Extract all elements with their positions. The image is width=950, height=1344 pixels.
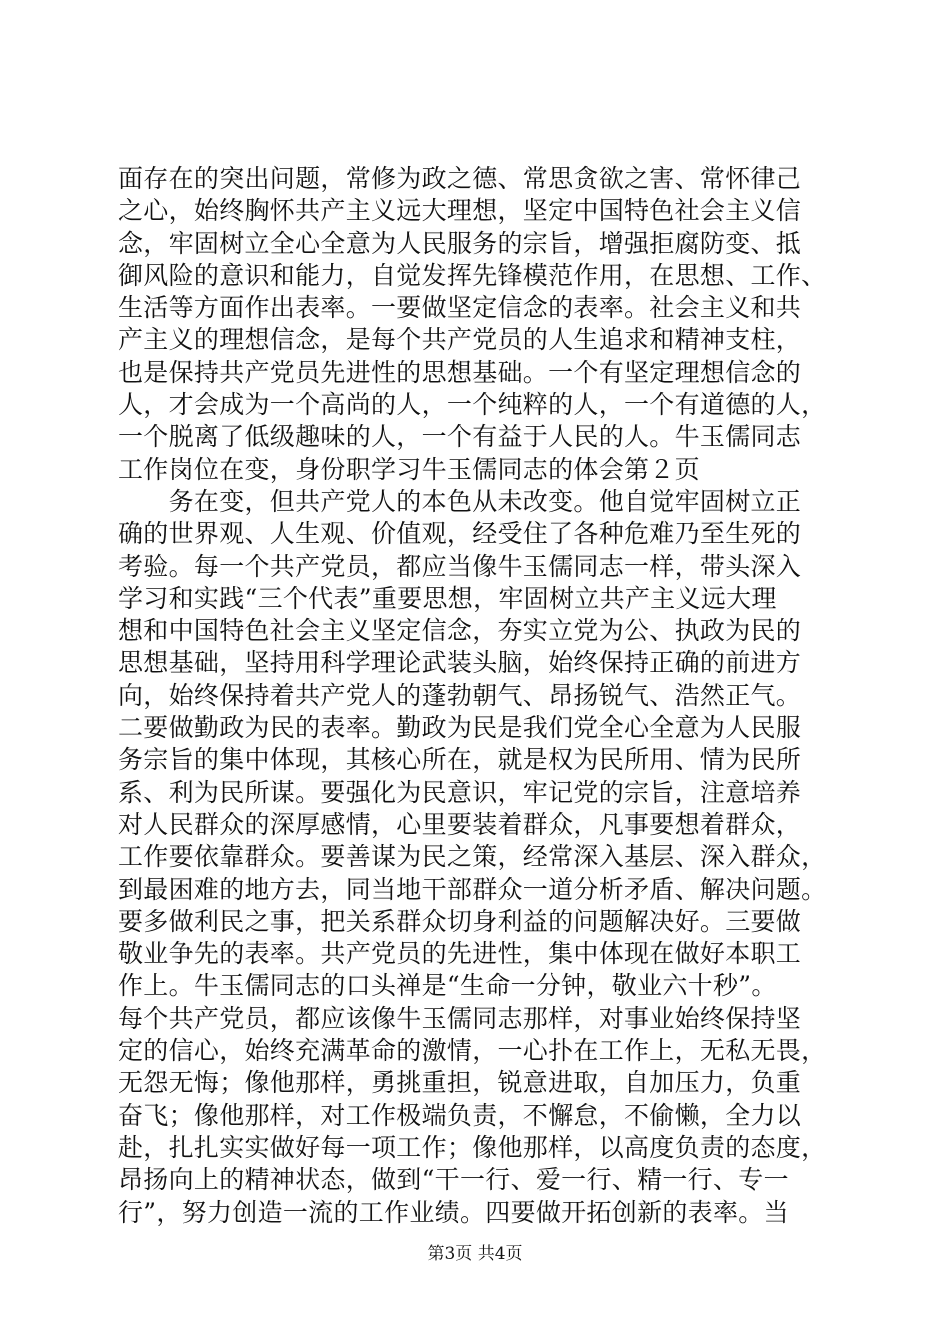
text-line: 御风险的意识和能力，自觉发挥先锋模范作用，在思想、工作、 [118,260,827,290]
text-line: 产主义的理想信念，是每个共产党员的人生追求和精神支柱， [118,325,802,355]
text-line: 要多做利民之事，把关系群众切身利益的问题解决好。三要做 [118,906,802,936]
text-line: 赴，扎扎实实做好每一项工作；像他那样，以高度负责的态度， [118,1132,827,1162]
text-line: 作上。牛玉儒同志的口头禅是“生命一分钟，敬业六十秒”。 [118,971,777,1001]
text-line: 学习和实践“三个代表”重要思想，牢固树立共产主义远大理 [118,583,777,613]
page-footer: 第3页 共4页 [427,1244,523,1264]
text-line: 向，始终保持着共产党人的蓬勃朝气、昂扬锐气、浩然正气。 [118,680,802,710]
text-line: 昂扬向上的精神状态，做到“干一行、爱一行、精一行、专一 [118,1165,789,1195]
text-line: 考验。每一个共产党员，都应当像牛玉儒同志一样，带头深入 [118,551,802,581]
text-line: 一个脱离了低级趣味的人，一个有益于人民的人。牛玉儒同志 [118,422,802,452]
text-line: 敬业争先的表率。共产党员的先进性，集中体现在做好本职工 [118,939,802,969]
body-text [118,163,838,1229]
text-line: 务在变，但共产党人的本色从未改变。他自觉牢固树立正 [118,486,802,516]
text-line: 念，牢固树立全心全意为人民服务的宗旨，增强拒腐防变、抵 [118,228,802,258]
text-line: 对人民群众的深厚感情，心里要装着群众，凡事要想着群众， [118,809,802,839]
text-line: 无怨无悔；像他那样，勇挑重担，锐意进取，自加压力，负重 [118,1068,802,1098]
text-line: 确的世界观、人生观、价值观，经受住了各种危难乃至生死的 [118,519,802,549]
text-line: 生活等方面作出表率。一要做坚定信念的表率。社会主义和共 [118,293,802,323]
text-line: 工作要依靠群众。要善谋为民之策，经常深入基层、深入群众， [118,842,827,872]
text-line: 工作岗位在变，身份职学习牛玉儒同志的体会第２页 [118,454,700,484]
text-line: 行”，努力创造一流的工作业绩。四要做开拓创新的表率。当 [118,1197,789,1227]
text-line: 到最困难的地方去，同当地干部群众一道分析矛盾、解决问题。 [118,874,827,904]
text-line: 想和中国特色社会主义坚定信念，夯实立党为公、执政为民的 [118,616,802,646]
text-line: 务宗旨的集中体现，其核心所在，就是权为民所用、情为民所 [118,745,802,775]
text-line: 奋飞；像他那样，对工作极端负责，不懈怠，不偷懒，全力以 [118,1100,802,1130]
text-line: 也是保持共产党员先进性的思想基础。一个有坚定理想信念的 [118,357,802,387]
text-line: 定的信心，始终充满革命的激情，一心扑在工作上，无私无畏， [118,1036,827,1066]
text-line: 人，才会成为一个高尚的人，一个纯粹的人，一个有道德的人， [118,390,827,420]
text-line: 面存在的突出问题，常修为政之德、常思贪欲之害、常怀律己 [118,164,802,193]
text-line: 每个共产党员，都应该像牛玉儒同志那样，对事业始终保持坚 [118,1003,802,1033]
text-line: 系、利为民所谋。要强化为民意识，牢记党的宗旨，注意培养 [118,777,802,807]
text-line: 之心，始终胸怀共产主义远大理想，坚定中国特色社会主义信 [118,196,802,226]
text-line: 思想基础，坚持用科学理论武装头脑，始终保持正确的前进方 [118,648,802,678]
text-line: 二要做勤政为民的表率。勤政为民是我们党全心全意为人民服 [118,713,802,743]
